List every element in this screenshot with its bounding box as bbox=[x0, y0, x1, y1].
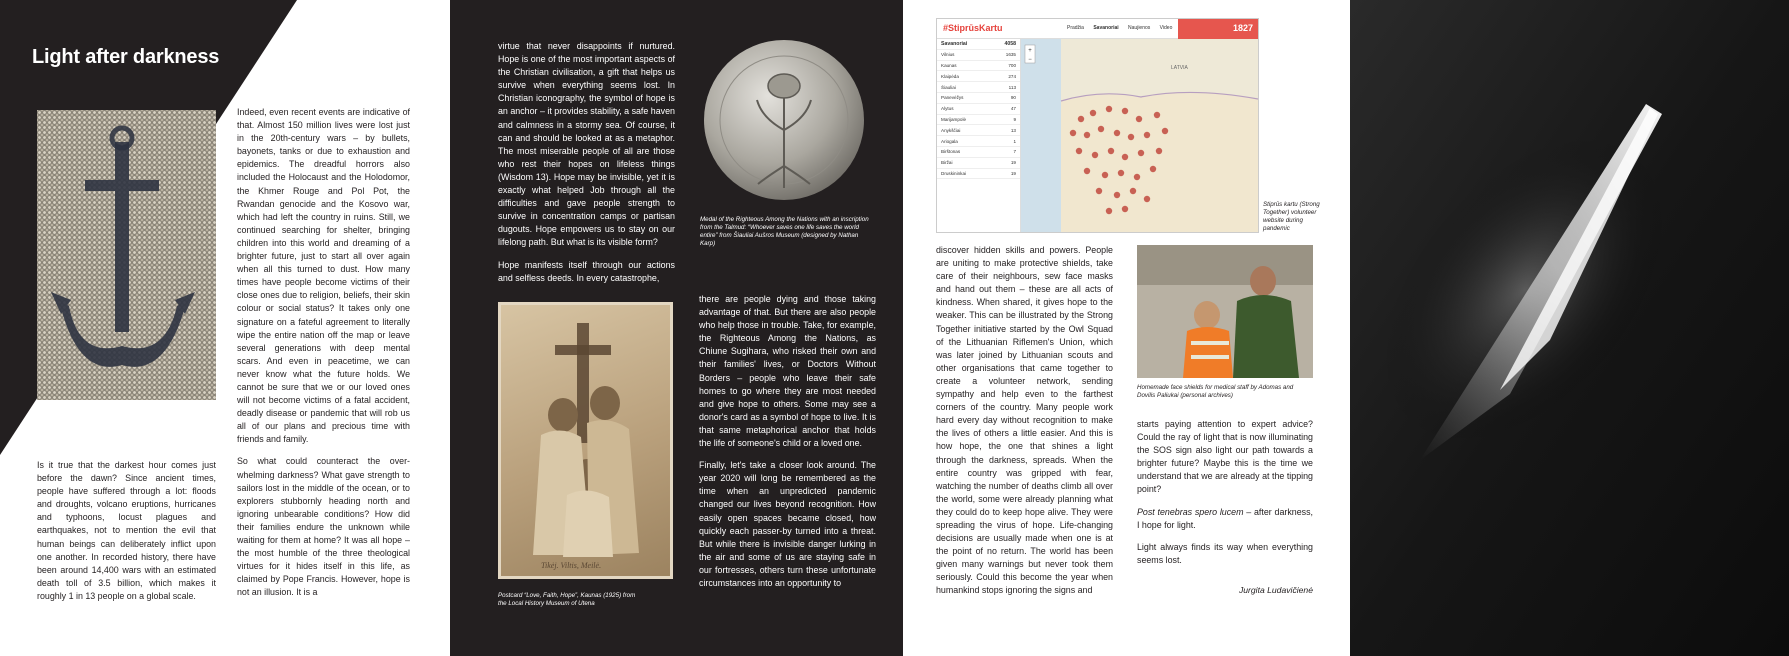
paragraph: virtue that never disappoints if nurtured. Hope is one of the most important aspects of the Christian civilisation, a gift that helps us survive when everything seems lost. In Christian iconography, the symbol of hope is an anchor – it provides stability, a safe haven and calmness in a stormy sea. Of course, it can and should be looked at as a metaphor. The most miserable people of all are those who rest their hopes on lifeless things (Wisdom 13). Hope may be invisible, yet it is exactly what helped Job through all the difficulties and gave people strength to survive in concentration camps or partisan dugouts. Hope empowers us to stay on our lifelong path. But what is its visible form? bbox=[498, 41, 675, 248]
map-caption: Stiprūs kartu (Strong Together) volunteer website during pandemic bbox=[1263, 201, 1320, 232]
list-item[interactable]: Kaunas 700 bbox=[937, 61, 1020, 72]
paragraph-rest: – after darkness, I hope for light. bbox=[1137, 506, 1313, 530]
charcoal-light-beam-drawing bbox=[1350, 0, 1789, 656]
list-item[interactable]: Alytus 47 bbox=[937, 104, 1020, 115]
nav-link[interactable]: Pradžia bbox=[1067, 25, 1084, 31]
postcard-label: Tikėj. Viltis, Meilė. bbox=[541, 561, 602, 570]
zoom-controls[interactable] bbox=[1025, 45, 1035, 63]
nav-link[interactable]: Video bbox=[1159, 25, 1173, 31]
website-header bbox=[937, 19, 1258, 39]
city-list bbox=[937, 39, 1021, 232]
paragraph: Is it true that the darkest hour comes just before the dawn? Since ancient times, people have suffered through a lot: floods and droughts, volcano eruptions, hurricanes and typhoons, locust plagues and earthquakes, not to mention the evil that human beings can deliberately inflict upon one another. In recorded history, there have been around 14,400 wars with an estimated death toll of 3.5 billion, which makes it roughly 1 in 13 people on a global scale. bbox=[37, 460, 216, 601]
postcard-caption: Postcard “Love, Faith, Hope”, Kaunas (1925) from the Local History Museum of Utena bbox=[498, 592, 636, 607]
author-signature: Jurgita Ludavičienė bbox=[1238, 585, 1313, 595]
paragraph: So what could counteract the over-whelming darkness? What gave strength to sailors lost in the middle of the ocean, or to explorers stubbornly heading north and ignoring unbearable conditions? How did their families endure the unknown while waiting for them at home? It was all hope – the most humble of the three theological virtues for it hides itself in this life, as claimed by Pope Francis. However, hope is not an illusion. It is a bbox=[237, 456, 410, 598]
page-4 bbox=[1350, 0, 1789, 656]
site-nav bbox=[1067, 25, 1180, 31]
paragraph: Hope manifests itself through our actions and selfless deeds. In every catastrophe, bbox=[498, 259, 675, 283]
paragraph: Finally, let's take a closer look around. The year 2020 will long be remembered as the time when an unpredicted pandemic changed our lives beyond recognition. How easily open spaces became closed, how quickly each passer-by turned into a threat. But while there is invisible danger lurking in the air and some of us are staying safe in our fortresses, others turn these unfortunate circumstances into an opportunity to bbox=[699, 460, 876, 588]
list-item[interactable]: Birštonas 7 bbox=[937, 147, 1020, 158]
volunteer-website-map-screenshot bbox=[936, 18, 1259, 233]
site-logo: #StiprūsKartu bbox=[943, 23, 1003, 33]
list-item[interactable]: Ariogala 1 bbox=[937, 136, 1020, 147]
righteous-medal-image bbox=[702, 38, 867, 203]
svg-text:+: + bbox=[1028, 48, 1032, 54]
face-shields-photo bbox=[1137, 245, 1313, 378]
text-column-6 bbox=[1137, 418, 1313, 578]
list-item[interactable]: Biržai 19 bbox=[937, 158, 1020, 169]
latin-phrase: Post tenebras spero lucem bbox=[1137, 506, 1244, 517]
page-2 bbox=[450, 0, 903, 656]
map-country-label: LATVIA bbox=[1171, 65, 1188, 71]
article-title: Light after darkness bbox=[32, 46, 220, 68]
paragraph: there are people dying and those taking advantage of that. But there are also people who help those in trouble. Take, for example, the Righteous Among the Nations, as Chiune Sugihara, who risked their own and their families' lives, or Doctors Without Borders – people who leave their safe homes to go where they are most needed and give hope to others. Some may see a donor's card as a symbol of hope to live. It is that same metaphorical anchor that holds the life of someone's child or a loved one. bbox=[699, 294, 876, 449]
paragraph: discover hidden skills and powers. People are uniting to make protective shields, take care of their neighbours, sew face masks and hand out them – these are all acts of kindness. When shared, it gives hope to the weaker. This can be illustrated by the Strong Together initiative started by the Owl Squad of the Lithuanian Riflemen's Union, which was later joined by Lithuanian scouts and other organisations that came together to create a volunteer network, sending sympathy and help even to the farthest corners of the country. Many people work hard every day without recognition to make the lives of others a little easier. And this is how hope, the one that shines a light through the darkness, spreads. When the entire country was gripped with fear, watching the number of deaths climb all over the world, some were already planning what they could do to keep hope alive. They were spreading the virus of hope. Life-changing decisions are usually made when one is at the point of no return. The world has been given many warnings but never took them seriously. Could this become the year when humankind stops ignoring the signs and bbox=[936, 245, 1113, 596]
medal-caption: Medal of the Righteous Among the Nations with an inscription from the Talmud: “Whoever saves one life saves the world entire” from Šiauliai Aušros Museum (designed by Nathan Karp) bbox=[700, 216, 869, 247]
paragraph: Indeed, even recent events are indicative of that. Almost 150 million lives were lost just in the 20th-century wars – by bullets, bayonets, tanks or due to exhaustion and epidemics. The dreadful horrors also included the Holocaust and the Holodomor, the Khmer Rouge and Pol Pot, the Rwandan genocide and the Kosovo war, which had left the country in ruins. Still, we continued searching for shelter, bringing children into this world and dreaming of a brighter future, just to start all over again when all this turned to dust. How many times have people become victims of their close ones due to religion, beliefs, their skin colour or social status? It takes only one signature on a fateful agreement to literally wipe the entire nation off the map or leave several generations with deep mental scars. And even in peacetime, we can never know what the future holds. We cannot be sure that we or our loved ones will not become victims of a fatal accident, deadly disease or pandemic that will rob us all of our plans and precious time with friends and family. bbox=[237, 107, 410, 445]
text-column-2 bbox=[237, 106, 410, 606]
paragraph bbox=[1137, 506, 1313, 532]
volunteer-count-badge: 1827 bbox=[1178, 19, 1258, 39]
postcard-love-faith-hope-image bbox=[498, 302, 673, 579]
page-3 bbox=[903, 0, 1350, 656]
list-item[interactable]: Panevėžys 90 bbox=[937, 93, 1020, 104]
list-item[interactable]: Vilnius 1635 bbox=[937, 50, 1020, 61]
paragraph: starts paying attention to expert advice? Could the ray of light that is now illuminating the SOS sign also light our path towards a brighter future? Maybe this is the time we understand that we are already at the tipping point? bbox=[1137, 419, 1313, 495]
photo-caption: Homemade face shields for medical staff by Adomas and Dovilis Paliukai (personal archives) bbox=[1137, 384, 1294, 399]
list-item[interactable]: Šiauliai 113 bbox=[937, 82, 1020, 93]
list-header: Savanoriai 4058 bbox=[937, 39, 1020, 50]
list-item[interactable]: Anykščiai 13 bbox=[937, 125, 1020, 136]
nav-link[interactable]: Naujienos bbox=[1128, 25, 1151, 31]
list-item[interactable]: Druskininkai 19 bbox=[937, 169, 1020, 180]
nav-link[interactable]: Savanoriai bbox=[1093, 25, 1119, 31]
text-column-4 bbox=[699, 293, 876, 611]
anchor-mosaic-image bbox=[37, 110, 216, 400]
text-column-1 bbox=[37, 459, 216, 609]
list-item[interactable]: Marijampolė 9 bbox=[937, 115, 1020, 126]
page-1 bbox=[0, 0, 450, 656]
text-column-3 bbox=[498, 40, 675, 288]
anchor-caption: Anchor in an ancient Roman house in Delos (Charles Walker Collection, Alamy Limited) bbox=[37, 409, 183, 424]
paragraph: Light always finds its way when everything seems lost. bbox=[1137, 541, 1313, 565]
svg-text:−: − bbox=[1028, 57, 1032, 63]
map-view[interactable] bbox=[1021, 39, 1258, 232]
list-item[interactable]: Klaipėda 274 bbox=[937, 71, 1020, 82]
text-column-5 bbox=[936, 244, 1113, 609]
